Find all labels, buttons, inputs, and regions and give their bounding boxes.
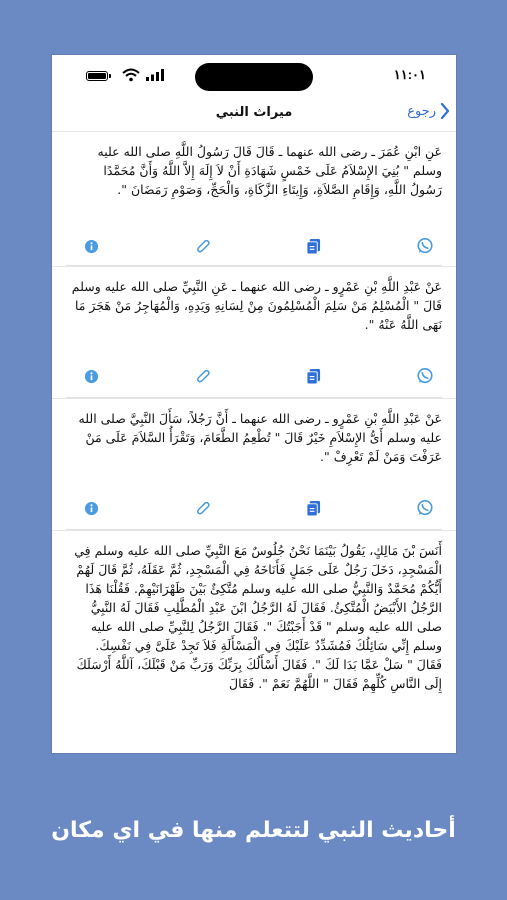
promo-caption: أحاديث النبي لتتعلم منها في اي مكان	[51, 818, 456, 843]
paperclip-icon[interactable]	[193, 499, 211, 517]
back-button[interactable]	[407, 103, 450, 119]
copy-icon[interactable]	[305, 499, 323, 517]
hadith-card	[52, 266, 456, 398]
copy-icon[interactable]	[305, 367, 323, 385]
wifi-icon	[122, 68, 140, 82]
status-time: ١١:٠١	[393, 67, 426, 82]
hadith-text: عَنْ عَبْدِ اللَّهِ بْنِ عَمْرٍو ـ رضى الله عنهما ـ عَنِ النَّبِيِّ صلى الله عليه وسلم قَالَ " الْمُسْلِمُ مَنْ سَلِمَ الْمُسْلِمُونَ مِنْ لِسَانِهِ وَيَدِهِ، وَالْمُهَاجِرُ مَنْ هَجَرَ مَا نَهَى اللَّهُ عَنْهُ ".	[71, 279, 442, 332]
hadith-card	[52, 530, 456, 753]
phone-screen	[52, 55, 456, 753]
copy-icon[interactable]	[305, 237, 323, 255]
battery-tip	[109, 74, 111, 78]
paperclip-icon[interactable]	[193, 367, 211, 385]
page-title: ميراث النبي	[215, 105, 293, 120]
battery-icon	[86, 71, 108, 81]
hadith-card	[52, 398, 456, 530]
navigation-bar	[52, 97, 456, 131]
signal-icon	[146, 69, 164, 81]
hadith-list[interactable]	[52, 131, 456, 753]
whatsapp-icon[interactable]	[416, 367, 434, 385]
whatsapp-icon[interactable]	[416, 237, 434, 255]
whatsapp-icon[interactable]	[416, 499, 434, 517]
dynamic-island	[195, 63, 313, 91]
hadith-text: أَنَسَ بْنَ مَالِكٍ، يَقُولُ بَيْنَمَا نَحْنُ جُلُوسٌ مَعَ النَّبِيِّ صلى الله عليه وسلم فِي الْمَسْجِدِ، دَخَلَ رَجُلٌ عَلَى جَمَلٍ فَأَنَاخَهُ فِي الْمَسْجِدِ، ثُمَّ عَقَلَهُ، ثُمَّ قَالَ لَهُمْ أَيُّكُمْ مُحَمَّدٌ وَالنَّبِيُّ صلى الله عليه وسلم مُتَّكِئٌ بَيْنَ ظَهْرَانَيْهِمْ. فَقُلْنَا هَذَا الرَّجُلُ الأَبْيَضُ الْمُتَّكِئُ. فَقَالَ لَهُ الرَّجُلُ ابْنَ عَبْدِ الْمُطَّلِبِ فَقَالَ لَهُ النَّبِيُّ صلى الله عليه وسلم " قَدْ أَجَبْتُكَ ". فَقَالَ الرَّجُلُ لِلنَّبِيِّ صلى الله عليه وسلم إِنِّي سَائِلُكَ فَمُشَدِّدٌ عَلَيْكَ فِي الْمَسْأَلَةِ فَلاَ تَجِدْ عَلَىَّ فِي نَفْسِكَ. فَقَالَ " سَلْ عَمَّا بَدَا لَكَ ". فَقَالَ أَسْأَلُكَ بِرَبِّكَ وَرَبِّ مَنْ قَبْلَكَ، آللَّهُ أَرْسَلَكَ إِلَى النَّاسِ كُلِّهِمْ فَقَالَ " اللَّهُمَّ نَعَمْ ". فَقَالَ	[74, 543, 442, 691]
info-icon[interactable]	[82, 237, 100, 255]
status-bar	[52, 55, 456, 97]
chevron-right-icon	[440, 103, 450, 119]
hadith-text: عَنْ عَبْدِ اللَّهِ بْنِ عَمْرٍو ـ رضى الله عنهما ـ أَنَّ رَجُلاً، سَأَلَ النَّبِيَّ صلى الله عليه وسلم أَىُّ الإِسْلاَمِ خَيْرٌ قَالَ " تُطْعِمُ الطَّعَامَ، وَتَقْرَأُ السَّلاَمَ عَلَى مَنْ عَرَفْتَ وَمَنْ لَمْ تَعْرِفْ ".	[78, 411, 442, 464]
back-label: رجوع	[407, 103, 436, 119]
info-icon[interactable]	[82, 499, 100, 517]
hadith-text: عَنِ ابْنِ عُمَرَ ـ رضى الله عنهما ـ قَالَ قَالَ رَسُولُ اللَّهِ صلى الله عليه وسلم " بُنِيَ الإِسْلاَمُ عَلَى خَمْسٍ شَهَادَةِ أَنْ لاَ إِلَهَ إِلاَّ اللَّهُ وَأَنَّ مُحَمَّدًا رَسُولُ اللَّهِ، وَإِقَامِ الصَّلاَةِ، وَإِيتَاءِ الزَّكَاةِ، وَالْحَجِّ، وَصَوْمِ رَمَضَانَ ".	[97, 144, 442, 197]
paperclip-icon[interactable]	[193, 237, 211, 255]
card-actions	[52, 234, 456, 258]
hadith-card	[52, 131, 456, 266]
card-actions	[52, 364, 456, 388]
card-actions	[52, 496, 456, 520]
info-icon[interactable]	[82, 367, 100, 385]
